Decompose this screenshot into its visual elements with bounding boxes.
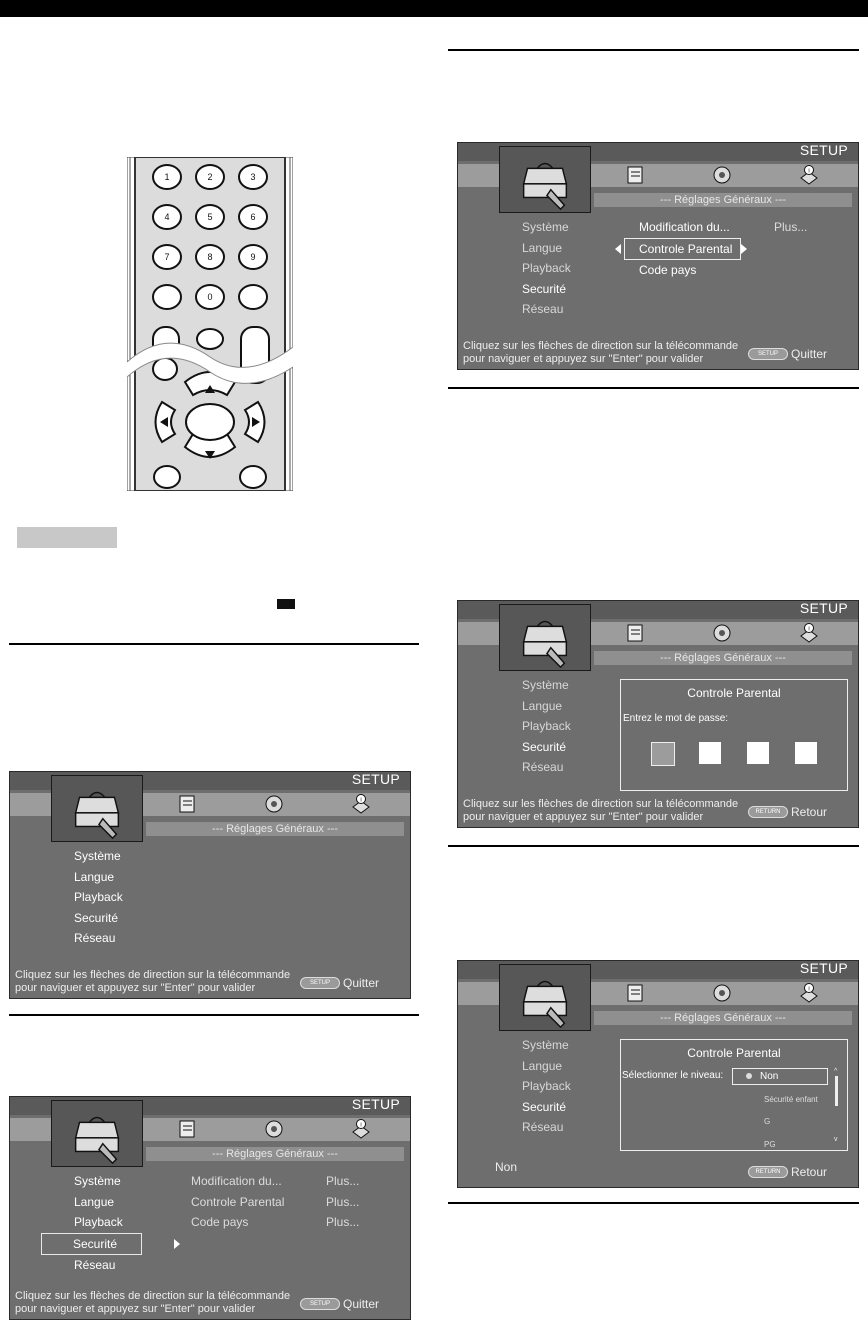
option-parental-control-selected[interactable]: Controle Parental (624, 238, 741, 261)
quit-label[interactable]: Quitter (343, 1297, 380, 1311)
svg-text:0: 0 (207, 292, 213, 302)
page-header-bar (0, 0, 868, 17)
right-arrow-icon (741, 244, 747, 254)
section-rule (9, 1014, 419, 1016)
option-country-code[interactable]: Code pays (191, 1215, 249, 1229)
setup-title: SETUP (799, 142, 848, 158)
svg-text:2: 2 (207, 172, 213, 182)
setup-title: SETUP (799, 600, 848, 616)
menu-item-language[interactable]: Langue (522, 1058, 563, 1073)
option-value: Plus... (326, 1215, 360, 1229)
svg-text:i: i (360, 1122, 362, 1129)
menu-item-system[interactable]: Système (74, 1174, 121, 1188)
info-tab-icon[interactable] (798, 982, 820, 1004)
password-digit-field[interactable] (699, 742, 721, 764)
section-rule (448, 1202, 859, 1204)
general-settings-tab-icon[interactable] (625, 622, 647, 644)
svg-text:1: 1 (164, 172, 170, 182)
setup-menu (522, 675, 571, 778)
general-settings-tab-icon[interactable] (177, 793, 199, 815)
option-modification[interactable]: Modification du... (639, 220, 730, 234)
audio-tab-icon[interactable] (711, 622, 733, 644)
menu-item-network[interactable]: Réseau (74, 931, 116, 945)
subheader: --- Réglages Généraux --- (594, 1011, 852, 1025)
level-option[interactable]: PG (764, 1140, 776, 1149)
toolbox-icon (499, 604, 591, 671)
level-prompt: Sélectionner le niveau: (622, 1070, 724, 1081)
menu-item-language[interactable]: Langue (522, 698, 563, 713)
setup-screen-security (9, 1096, 411, 1320)
svg-text:i: i (808, 986, 810, 993)
setup-screen-main (9, 771, 411, 999)
setup-menu (74, 1171, 142, 1276)
setup-screen-level (457, 960, 859, 1188)
general-settings-tab-icon[interactable] (177, 1118, 199, 1140)
general-settings-tab-icon[interactable] (625, 164, 647, 186)
note-label-box (17, 527, 117, 548)
section-rule (448, 387, 859, 389)
option-value: Plus... (326, 1174, 360, 1188)
return-button-pill: RETURN (748, 806, 788, 818)
scrollbar[interactable]: ^ v (834, 1068, 838, 1143)
return-button-pill: RETURN (748, 1166, 788, 1178)
setup-menu (522, 217, 571, 320)
password-digit-field[interactable] (651, 742, 675, 766)
option-modification[interactable]: Modification du... (191, 1174, 282, 1188)
dialog-title: Controle Parental (687, 1046, 781, 1060)
toolbox-icon (499, 146, 591, 213)
return-label[interactable]: Retour (791, 805, 828, 819)
audio-tab-icon[interactable] (263, 793, 285, 815)
menu-item-system[interactable]: Système (522, 1038, 569, 1052)
menu-item-security[interactable]: Securité (522, 281, 567, 296)
setup-title: SETUP (799, 960, 848, 976)
svg-text:4: 4 (164, 212, 170, 222)
svg-text:7: 7 (164, 252, 170, 262)
left-arrow-icon (615, 244, 621, 254)
toolbox-icon (51, 775, 143, 842)
audio-tab-icon[interactable] (263, 1118, 285, 1140)
menu-item-playback[interactable]: Playback (522, 719, 571, 733)
menu-item-network[interactable]: Réseau (522, 760, 564, 774)
subheader: --- Réglages Généraux --- (146, 1147, 404, 1161)
subheader: --- Réglages Généraux --- (594, 651, 852, 665)
remote-control-illustration (127, 157, 293, 491)
setup-title: SETUP (351, 1096, 400, 1112)
option-country-code[interactable]: Code pays (639, 263, 697, 277)
security-options (191, 1171, 284, 1233)
info-tab-icon[interactable] (798, 164, 820, 186)
menu-item-language[interactable]: Langue (74, 1194, 115, 1209)
info-tab-icon[interactable] (798, 622, 820, 644)
setup-title: SETUP (351, 771, 400, 787)
menu-item-security-selected[interactable]: Securité (41, 1233, 142, 1256)
menu-item-playback[interactable]: Playback (74, 890, 123, 904)
footer-hint: Cliquez sur les flèches de direction sur la télécommande pour naviguer et appuyez sur "Enter" pour valider (463, 798, 739, 823)
quit-label[interactable]: Quitter (791, 347, 828, 361)
menu-item-language[interactable]: Langue (74, 869, 115, 884)
level-option[interactable]: Sécurité enfant (764, 1095, 818, 1104)
svg-text:3: 3 (250, 172, 256, 182)
setup-button-pill: SETUP (748, 348, 788, 360)
svg-text:5: 5 (207, 212, 213, 222)
status-value: Non (495, 1160, 518, 1174)
svg-text:i: i (808, 168, 810, 175)
menu-item-system[interactable]: Système (522, 678, 569, 692)
section-rule (448, 49, 859, 51)
menu-item-security[interactable]: Securité (522, 739, 567, 754)
audio-tab-icon[interactable] (711, 982, 733, 1004)
footer-hint: Cliquez sur les flèches de direction sur la télécommande pour naviguer et appuyez sur "Enter" pour valider (15, 969, 291, 994)
svg-text:i: i (808, 626, 810, 633)
level-option[interactable]: G (764, 1117, 771, 1126)
password-digit-field[interactable] (795, 742, 817, 764)
svg-text:9: 9 (250, 252, 256, 262)
subheader: --- Réglages Généraux --- (594, 193, 852, 207)
password-dialog (620, 679, 848, 791)
quit-label[interactable]: Quitter (343, 976, 380, 990)
security-values (326, 1171, 359, 1233)
svg-text:8: 8 (207, 252, 213, 262)
menu-item-security[interactable]: Securité (522, 1099, 567, 1114)
menu-item-network[interactable]: Réseau (522, 302, 564, 316)
password-digit-field[interactable] (747, 742, 769, 764)
option-value: Plus... (774, 220, 808, 234)
audio-tab-icon[interactable] (711, 164, 733, 186)
level-dialog (620, 1039, 848, 1151)
option-parental-control[interactable]: Controle Parental (191, 1194, 285, 1209)
radio-dot-icon (746, 1073, 752, 1079)
setup-screen-password (457, 600, 859, 828)
info-tab-icon[interactable] (350, 1118, 372, 1140)
menu-item-playback[interactable]: Playback (522, 1079, 571, 1093)
dialog-title: Controle Parental (687, 686, 781, 700)
menu-item-playback[interactable]: Playback (522, 261, 571, 275)
setup-button-pill: SETUP (300, 1298, 340, 1310)
footer-hint: Cliquez sur les flèches de direction sur la télécommande pour naviguer et appuyez sur "Enter" pour valider (15, 1290, 291, 1315)
menu-item-system[interactable]: Système (74, 849, 121, 863)
return-label[interactable]: Retour (791, 1165, 828, 1179)
menu-item-security[interactable]: Securité (74, 910, 119, 925)
toolbox-icon (499, 964, 591, 1031)
menu-item-playback[interactable]: Playback (74, 1215, 123, 1229)
option-value: Plus... (326, 1194, 360, 1209)
level-option-selected[interactable]: Non (732, 1068, 828, 1085)
section-rule (448, 845, 859, 847)
general-settings-tab-icon[interactable] (625, 982, 647, 1004)
footer-hint: Cliquez sur les flèches de direction sur la télécommande pour naviguer et appuyez sur "Enter" pour valider (463, 340, 739, 365)
menu-item-network[interactable]: Réseau (522, 1120, 564, 1134)
stop-key-icon (277, 599, 295, 609)
info-tab-icon[interactable] (350, 793, 372, 815)
toolbox-icon (51, 1100, 143, 1167)
security-options (639, 217, 741, 281)
password-prompt: Entrez le mot de passe: (623, 713, 729, 724)
menu-item-system[interactable]: Système (522, 220, 569, 234)
section-rule (9, 643, 419, 645)
menu-item-language[interactable]: Langue (522, 240, 563, 255)
svg-text:6: 6 (250, 212, 256, 222)
setup-button-pill: SETUP (300, 977, 340, 989)
scrollbar-thumb[interactable] (835, 1076, 838, 1106)
right-arrow-icon (174, 1239, 180, 1249)
menu-item-network[interactable]: Réseau (74, 1258, 116, 1272)
setup-screen-parental (457, 142, 859, 370)
svg-text:i: i (360, 797, 362, 804)
setup-menu (74, 846, 123, 949)
setup-menu (522, 1035, 571, 1138)
subheader: --- Réglages Généraux --- (146, 822, 404, 836)
